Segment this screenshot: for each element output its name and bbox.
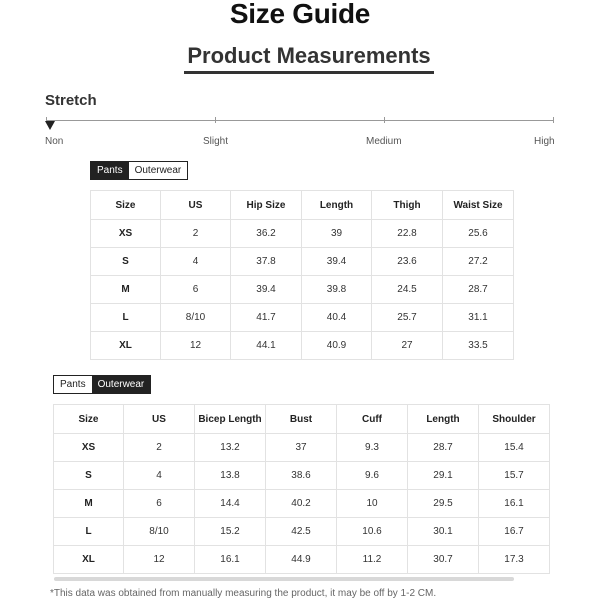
page-title: Size Guide	[229, 0, 371, 29]
table-cell: 33.5	[443, 332, 514, 360]
table-cell: 39	[302, 220, 372, 248]
table-cell: 14.4	[195, 490, 266, 518]
table-cell: 2	[124, 434, 195, 462]
table-cell: 23.6	[372, 248, 443, 276]
table-cell: 40.9	[302, 332, 372, 360]
column-header: US	[161, 191, 231, 220]
table-cell: XL	[91, 332, 161, 360]
table-cell: 15.2	[195, 518, 266, 546]
table-row	[54, 462, 550, 490]
table-cell: 40.4	[302, 304, 372, 332]
table-cell: 9.6	[337, 462, 408, 490]
table-cell: 8/10	[161, 304, 231, 332]
table-cell: 39.4	[231, 276, 302, 304]
table-cell: 37.8	[231, 248, 302, 276]
table-cell: 29.5	[408, 490, 479, 518]
table-cell: 40.2	[266, 490, 337, 518]
table-cell: S	[54, 462, 124, 490]
table-row	[91, 332, 514, 360]
table-cell: 15.7	[479, 462, 550, 490]
tab-pants[interactable]: Pants	[91, 162, 129, 179]
table-cell: 13.2	[195, 434, 266, 462]
table-cell: 2	[161, 220, 231, 248]
table-header-row	[54, 405, 550, 434]
table-cell: 9.3	[337, 434, 408, 462]
tab-outerwear[interactable]: Outerwear	[129, 162, 188, 179]
table-cell: 6	[124, 490, 195, 518]
column-header: Size	[91, 191, 161, 220]
table-cell: 37	[266, 434, 337, 462]
table-cell: 12	[124, 546, 195, 574]
measurement-footnote: *This data was obtained from manually measuring the product, it may be off by 1-2 CM.	[50, 588, 437, 599]
table-header-row	[91, 191, 514, 220]
column-header: Bicep Length	[195, 405, 266, 434]
table-row	[91, 220, 514, 248]
stretch-tick	[553, 117, 554, 123]
table-cell: XL	[54, 546, 124, 574]
table-cell: 31.1	[443, 304, 514, 332]
table-cell: 6	[161, 276, 231, 304]
table-row	[54, 434, 550, 462]
table-cell: 13.8	[195, 462, 266, 490]
stretch-scale-line	[46, 120, 554, 121]
column-header: Thigh	[372, 191, 443, 220]
table-cell: 30.1	[408, 518, 479, 546]
tab-outerwear[interactable]: Outerwear	[92, 376, 151, 393]
stretch-scale-slight: Slight	[203, 136, 229, 147]
stretch-label: Stretch	[45, 92, 97, 109]
table-cell: 38.6	[266, 462, 337, 490]
table-cell: 16.1	[479, 490, 550, 518]
table-row	[91, 304, 514, 332]
table-cell: 16.7	[479, 518, 550, 546]
table-cell: M	[91, 276, 161, 304]
table-cell: M	[54, 490, 124, 518]
table-cell: 17.3	[479, 546, 550, 574]
table-cell: 25.7	[372, 304, 443, 332]
table-cell: 4	[124, 462, 195, 490]
table-cell: 39.4	[302, 248, 372, 276]
table-row	[91, 276, 514, 304]
table-cell: 8/10	[124, 518, 195, 546]
table-cell: 44.1	[231, 332, 302, 360]
table-cell: L	[54, 518, 124, 546]
table-cell: 28.7	[408, 434, 479, 462]
table-cell: 11.2	[337, 546, 408, 574]
column-header: Length	[408, 405, 479, 434]
table-cell: 30.7	[408, 546, 479, 574]
column-header: Length	[302, 191, 372, 220]
column-header: Size	[54, 405, 124, 434]
table-row	[54, 546, 550, 574]
horizontal-scrollbar[interactable]	[54, 577, 514, 581]
stretch-marker-icon	[45, 121, 55, 130]
table-cell: XS	[54, 434, 124, 462]
table-cell: 12	[161, 332, 231, 360]
table-row	[54, 490, 550, 518]
column-header: Hip Size	[231, 191, 302, 220]
table-cell: 10	[337, 490, 408, 518]
table-cell: 39.8	[302, 276, 372, 304]
table-cell: 27.2	[443, 248, 514, 276]
table-cell: S	[91, 248, 161, 276]
table-cell: L	[91, 304, 161, 332]
table-cell: 29.1	[408, 462, 479, 490]
table-cell: 36.2	[231, 220, 302, 248]
column-header: Cuff	[337, 405, 408, 434]
table-cell: XS	[91, 220, 161, 248]
table-row	[54, 518, 550, 546]
table-row	[91, 248, 514, 276]
pants-size-table	[90, 190, 514, 360]
table-cell: 16.1	[195, 546, 266, 574]
outerwear-tabs	[53, 375, 151, 394]
outerwear-size-table	[53, 404, 550, 574]
section-subtitle: Product Measurements	[187, 43, 431, 68]
stretch-scale-high: High	[534, 136, 555, 147]
table-cell: 10.6	[337, 518, 408, 546]
table-cell: 25.6	[443, 220, 514, 248]
column-header: Waist Size	[443, 191, 514, 220]
column-header: Bust	[266, 405, 337, 434]
table-cell: 27	[372, 332, 443, 360]
table-cell: 4	[161, 248, 231, 276]
table-cell: 24.5	[372, 276, 443, 304]
stretch-tick	[215, 117, 216, 123]
column-header: US	[124, 405, 195, 434]
column-header: Shoulder	[479, 405, 550, 434]
table-cell: 42.5	[266, 518, 337, 546]
table-cell: 44.9	[266, 546, 337, 574]
table-cell: 15.4	[479, 434, 550, 462]
tab-pants[interactable]: Pants	[54, 376, 92, 393]
table-cell: 41.7	[231, 304, 302, 332]
table-cell: 28.7	[443, 276, 514, 304]
stretch-tick	[384, 117, 385, 123]
stretch-scale-non: Non	[45, 136, 64, 147]
pants-tabs	[90, 161, 188, 180]
table-cell: 22.8	[372, 220, 443, 248]
subtitle-underline	[184, 71, 434, 74]
stretch-scale-medium: Medium	[366, 136, 402, 147]
